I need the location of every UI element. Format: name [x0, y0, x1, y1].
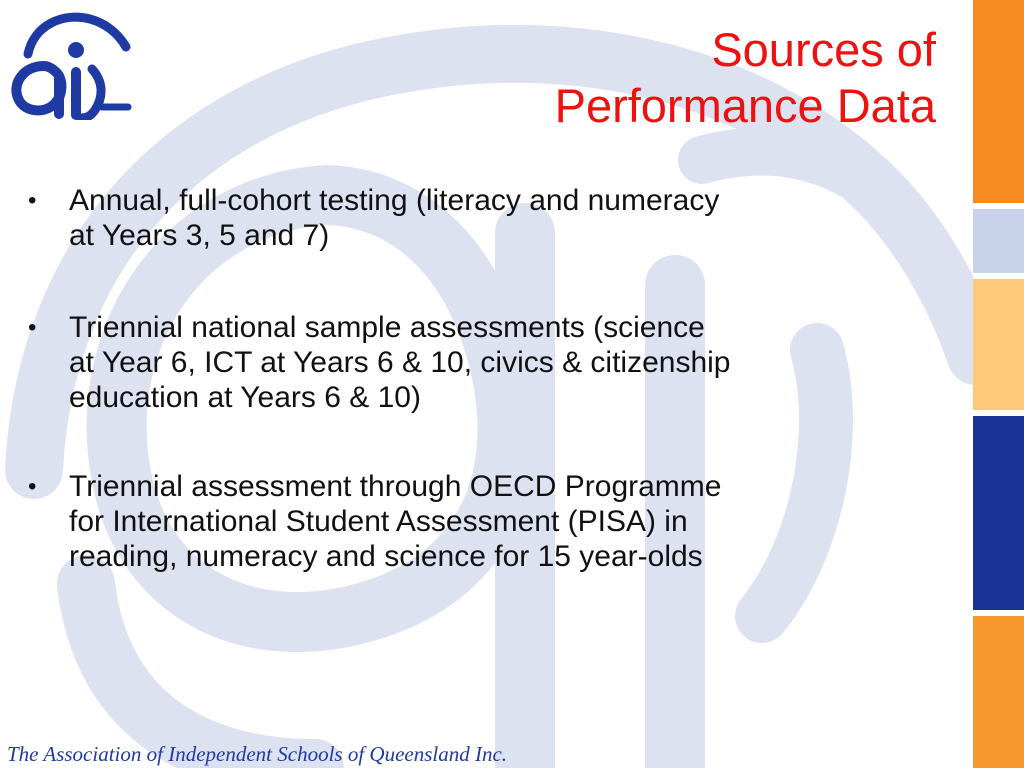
- bullet-line: education at Years 6 & 10): [69, 381, 421, 414]
- color-bar-orange-bottom: [973, 616, 1024, 768]
- bullet-line: Triennial national sample assessments (science: [69, 311, 705, 344]
- bullet-item-annual-testing: [28, 183, 958, 253]
- bullet-icon: •: [28, 314, 37, 341]
- color-bar-light-orange: [973, 279, 1024, 410]
- color-bar-light-blue: [973, 209, 1024, 273]
- ais-logo: [8, 12, 132, 120]
- bullet-line: for International Student Assessment (PISA) in: [69, 505, 688, 538]
- color-bar-sidebar: [973, 0, 1024, 768]
- title-line-1: Sources of: [711, 23, 936, 76]
- bullet-line: reading, numeracy and science for 15 year-olds: [69, 540, 703, 573]
- color-bar-orange: [973, 0, 1024, 203]
- bullet-list: [28, 183, 958, 631]
- bullet-text: [69, 469, 958, 574]
- bullet-icon: •: [28, 187, 37, 214]
- slide-title: [336, 22, 936, 134]
- bullet-icon: •: [28, 473, 37, 500]
- bullet-text: [69, 183, 958, 253]
- bullet-line: Annual, full-cohort testing (literacy and numeracy: [69, 184, 720, 217]
- color-bar-navy: [973, 416, 1024, 610]
- bullet-line: at Year 6, ICT at Years 6 & 10, civics & citizenship: [69, 346, 731, 379]
- bullet-item-pisa: [28, 469, 958, 574]
- bullet-line: Triennial assessment through OECD Programme: [69, 470, 722, 503]
- footer-organization-name: The Association of Independent Schools of Queensland Inc.: [7, 742, 508, 766]
- title-line-2: Performance Data: [554, 79, 936, 132]
- bullet-text: [69, 310, 958, 415]
- bullet-line: at Years 3, 5 and 7): [69, 219, 330, 252]
- bullet-item-national-sample: [28, 310, 958, 415]
